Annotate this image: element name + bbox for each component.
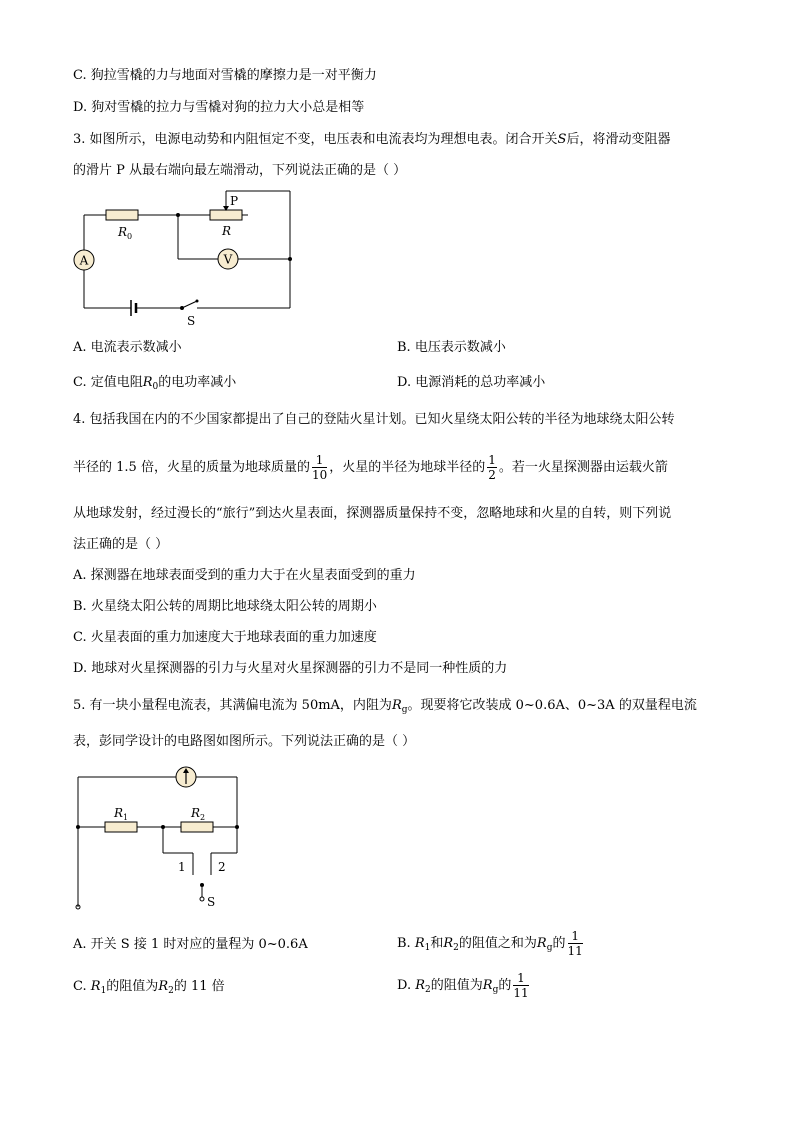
voltmeter-label: V — [223, 252, 233, 267]
q5-option-b: B. $R_1$和$R_2$的阻值之和为$R_g$的 $\frac{1}{11}$ — [397, 929, 583, 958]
rheostat-r — [210, 210, 242, 220]
q2-option-d: D. 狗对雪橇的拉力与雪橇对狗的拉力大小总是相等 — [73, 100, 365, 115]
switch-symbol: S — [557, 132, 567, 147]
q3-stem-line2: 的滑片 P 从最右端向最左端滑动，下列说法正确的是（ ） — [73, 163, 407, 178]
q4-stem-line1: 4. 包括我国在内的不少国家都提出了自己的登陆火星计划。已知火星绕太阳公转的半径为地球绕太阳公转 — [73, 412, 675, 427]
q4-option-b: B. 火星绕太阳公转的周期比地球绕太阳公转的周期小 — [73, 599, 377, 614]
q3-option-d: D. 电源消耗的总功率减小 — [397, 375, 546, 390]
q4-stem-line3: 从地球发射，经过漫长的“旅行”到达火星表面，探测器质量保持不变，忽略地球和火星的自转，则下列说 — [73, 506, 672, 521]
resistor-r2 — [181, 822, 213, 832]
q5-option-a: A. 开关 S 接 1 时对应的量程为 0~0.6A — [73, 937, 308, 952]
label-r: R — [222, 224, 232, 238]
fraction-1-11: $\frac{1}{11}$ — [567, 929, 583, 958]
label-s: S — [187, 314, 196, 328]
label-s: S — [207, 895, 216, 909]
q3-option-c: C. 定值电阻$R_0$的电功率减小 — [73, 375, 237, 392]
q3-stem-line1 — [73, 131, 670, 149]
q4-option-a: A. 探测器在地球表面受到的重力大于在火星表面受到的重力 — [73, 568, 416, 583]
q5-option-c: C. $R_1$的阻值为$R_2$的 11 倍 — [73, 979, 225, 996]
fraction-1-11: $\frac{1}{11}$ — [513, 971, 529, 1000]
fraction-1-10: $\frac{1}{10}$ — [311, 453, 328, 482]
label-r0: $R_0$ — [118, 225, 133, 241]
q4-stem-line2: 半径的 1.5 倍，火星的质量为地球质量的 $\frac{1}{10}$ ，火星的半径为地球半径的 $\frac{1}{2}$ 。若一火星探测器由运载火箭 — [73, 453, 668, 482]
q3-circuit-diagram — [70, 188, 300, 328]
q3-stem-text-b: 后，将滑动变阻器 — [566, 132, 671, 147]
q3-option-a: A. 电流表示数减小 — [73, 340, 182, 355]
q5-circuit-diagram — [70, 760, 250, 915]
q3-option-b: B. 电压表示数减小 — [397, 340, 506, 355]
q5-option-d: D. $R_2$的阻值为$R_g$的 $\frac{1}{11}$ — [397, 971, 529, 1000]
q4-stem-line4: 法正确的是（ ） — [73, 537, 169, 552]
label-r2: $R_2$ — [191, 806, 206, 822]
q2-option-c: C. 狗拉雪橇的力与地面对雪橇的摩擦力是一对平衡力 — [73, 68, 377, 83]
q4-option-c: C. 火星表面的重力加速度大于地球表面的重力加速度 — [73, 630, 377, 645]
q5-stem-line1: 5. 有一块小量程电流表，其满偏电流为 50mA，内阻为$R_g$。现要将它改装成 0~0.6A、0~3A 的双量程电流 — [73, 698, 697, 715]
label-r1: $R_1$ — [114, 806, 129, 822]
label-p: P — [230, 194, 239, 208]
q3-stem-text: 3. 如图所示，电源电动势和内阻恒定不变，电压表和电流表均为理想电表。闭合开关 — [73, 132, 558, 147]
q5-stem-line2: 表，彭同学设计的电路图如图所示。下列说法正确的是（ ） — [73, 734, 416, 749]
q4-option-d: D. 地球对火星探测器的引力与火星对火星探测器的引力不是同一种性质的力 — [73, 661, 508, 676]
label-terminal-2: 2 — [218, 860, 226, 874]
fraction-1-2: $\frac{1}{2}$ — [488, 453, 496, 482]
resistor-r0 — [106, 210, 138, 220]
ammeter-label: A — [79, 253, 89, 268]
resistor-r1 — [105, 822, 137, 832]
label-terminal-1: 1 — [178, 860, 186, 874]
